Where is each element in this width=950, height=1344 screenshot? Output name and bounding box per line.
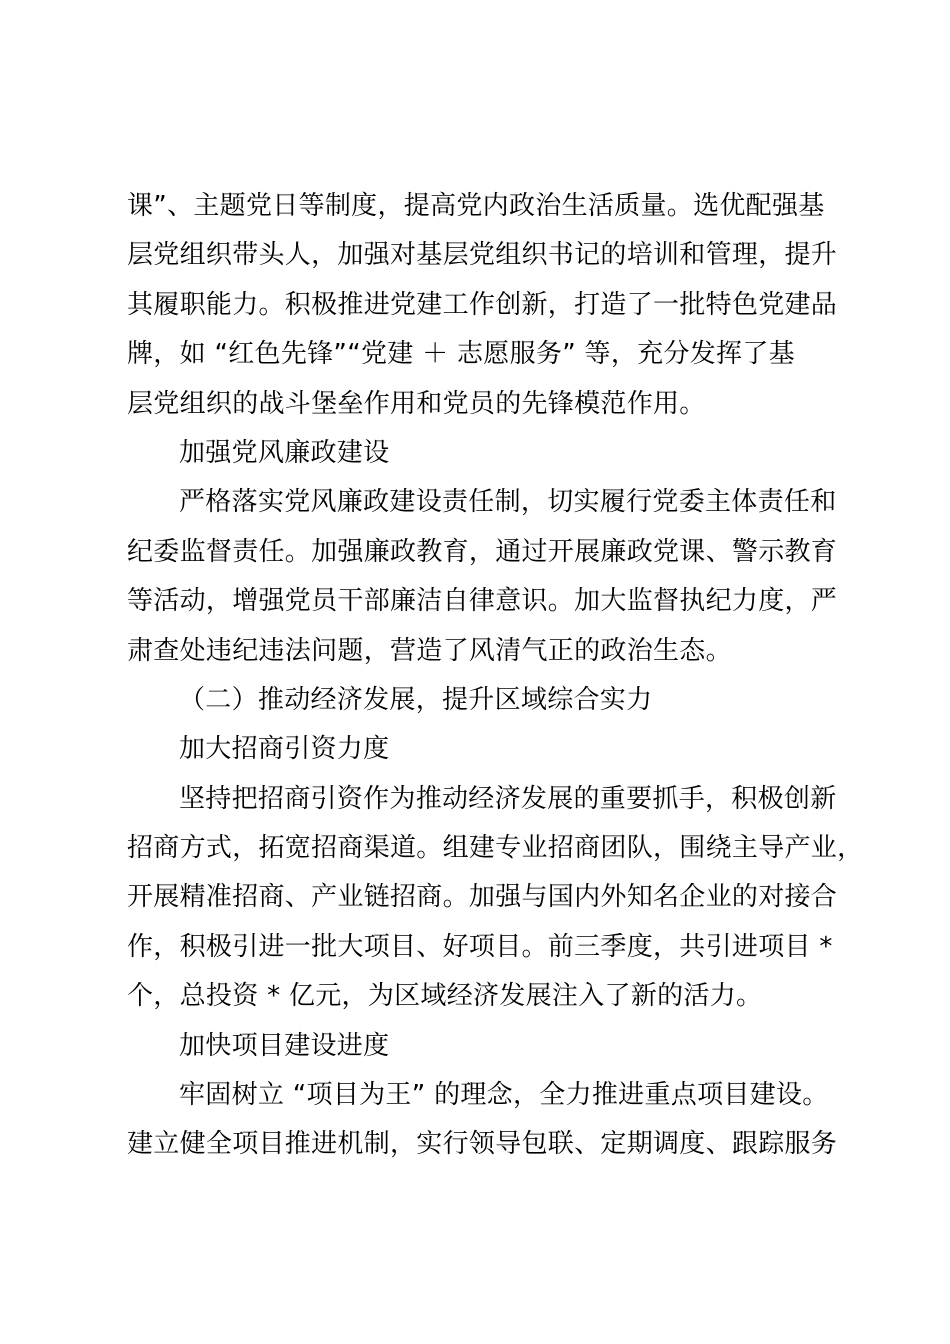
- text-line: 开展精准招商、产业链招商。加强与国内外知名企业的对接合: [127, 882, 838, 913]
- text-line: 作，积极引进一批大项目、好项目。前三季度，共引进项目 *: [127, 931, 833, 962]
- text-line: 建立健全项目推进机制，实行领导包联、定期调度、跟踪服务: [127, 1129, 838, 1160]
- section-heading: 加大招商引资力度: [179, 734, 390, 765]
- text-line: 其履职能力。积极推进党建工作创新，打造了一批特色党建品: [127, 289, 838, 320]
- text-line: 招商方式，拓宽招商渠道。组建专业招商团队，围绕主导产业，: [127, 833, 864, 864]
- text-line: 坚持把招商引资作为推动经济发展的重要抓手，积极创新: [179, 783, 837, 814]
- section-heading: 加强党风廉政建设: [179, 437, 390, 468]
- text-line: 等活动，增强党员干部廉洁自律意识。加大监督执纪力度，严: [127, 586, 838, 617]
- text-line: 肃查处违纪违法问题，营造了风清气正的政治生态。: [127, 635, 732, 666]
- section-heading: （二）推动经济发展，提升区域综合实力: [179, 684, 653, 715]
- document-body: [127, 182, 864, 1170]
- text-line: 牢固树立 “项目为王” 的理念，全力推进重点项目建设。: [179, 1080, 829, 1111]
- text-line: 层党组织的战斗堡垒作用和党员的先锋模范作用。: [127, 388, 706, 419]
- text-line: 严格落实党风廉政建设责任制，切实履行党委主体责任和: [179, 487, 837, 518]
- text-line: 纪委监督责任。加强廉政教育，通过开展廉政党课、警示教育: [127, 536, 838, 567]
- text-line: 层党组织带头人，加强对基层党组织书记的培训和管理，提升: [127, 240, 838, 271]
- text-line: 课”、主题党日等制度，提高党内政治生活质量。选优配强基: [127, 191, 825, 221]
- text-line: 个，总投资 * 亿元，为区域经济发展注入了新的活力。: [127, 981, 763, 1012]
- section-heading: 加快项目建设进度: [179, 1030, 390, 1061]
- text-line: 牌，如 “红色先锋”“党建 ＋ 志愿服务” 等，充分发挥了基: [127, 339, 795, 370]
